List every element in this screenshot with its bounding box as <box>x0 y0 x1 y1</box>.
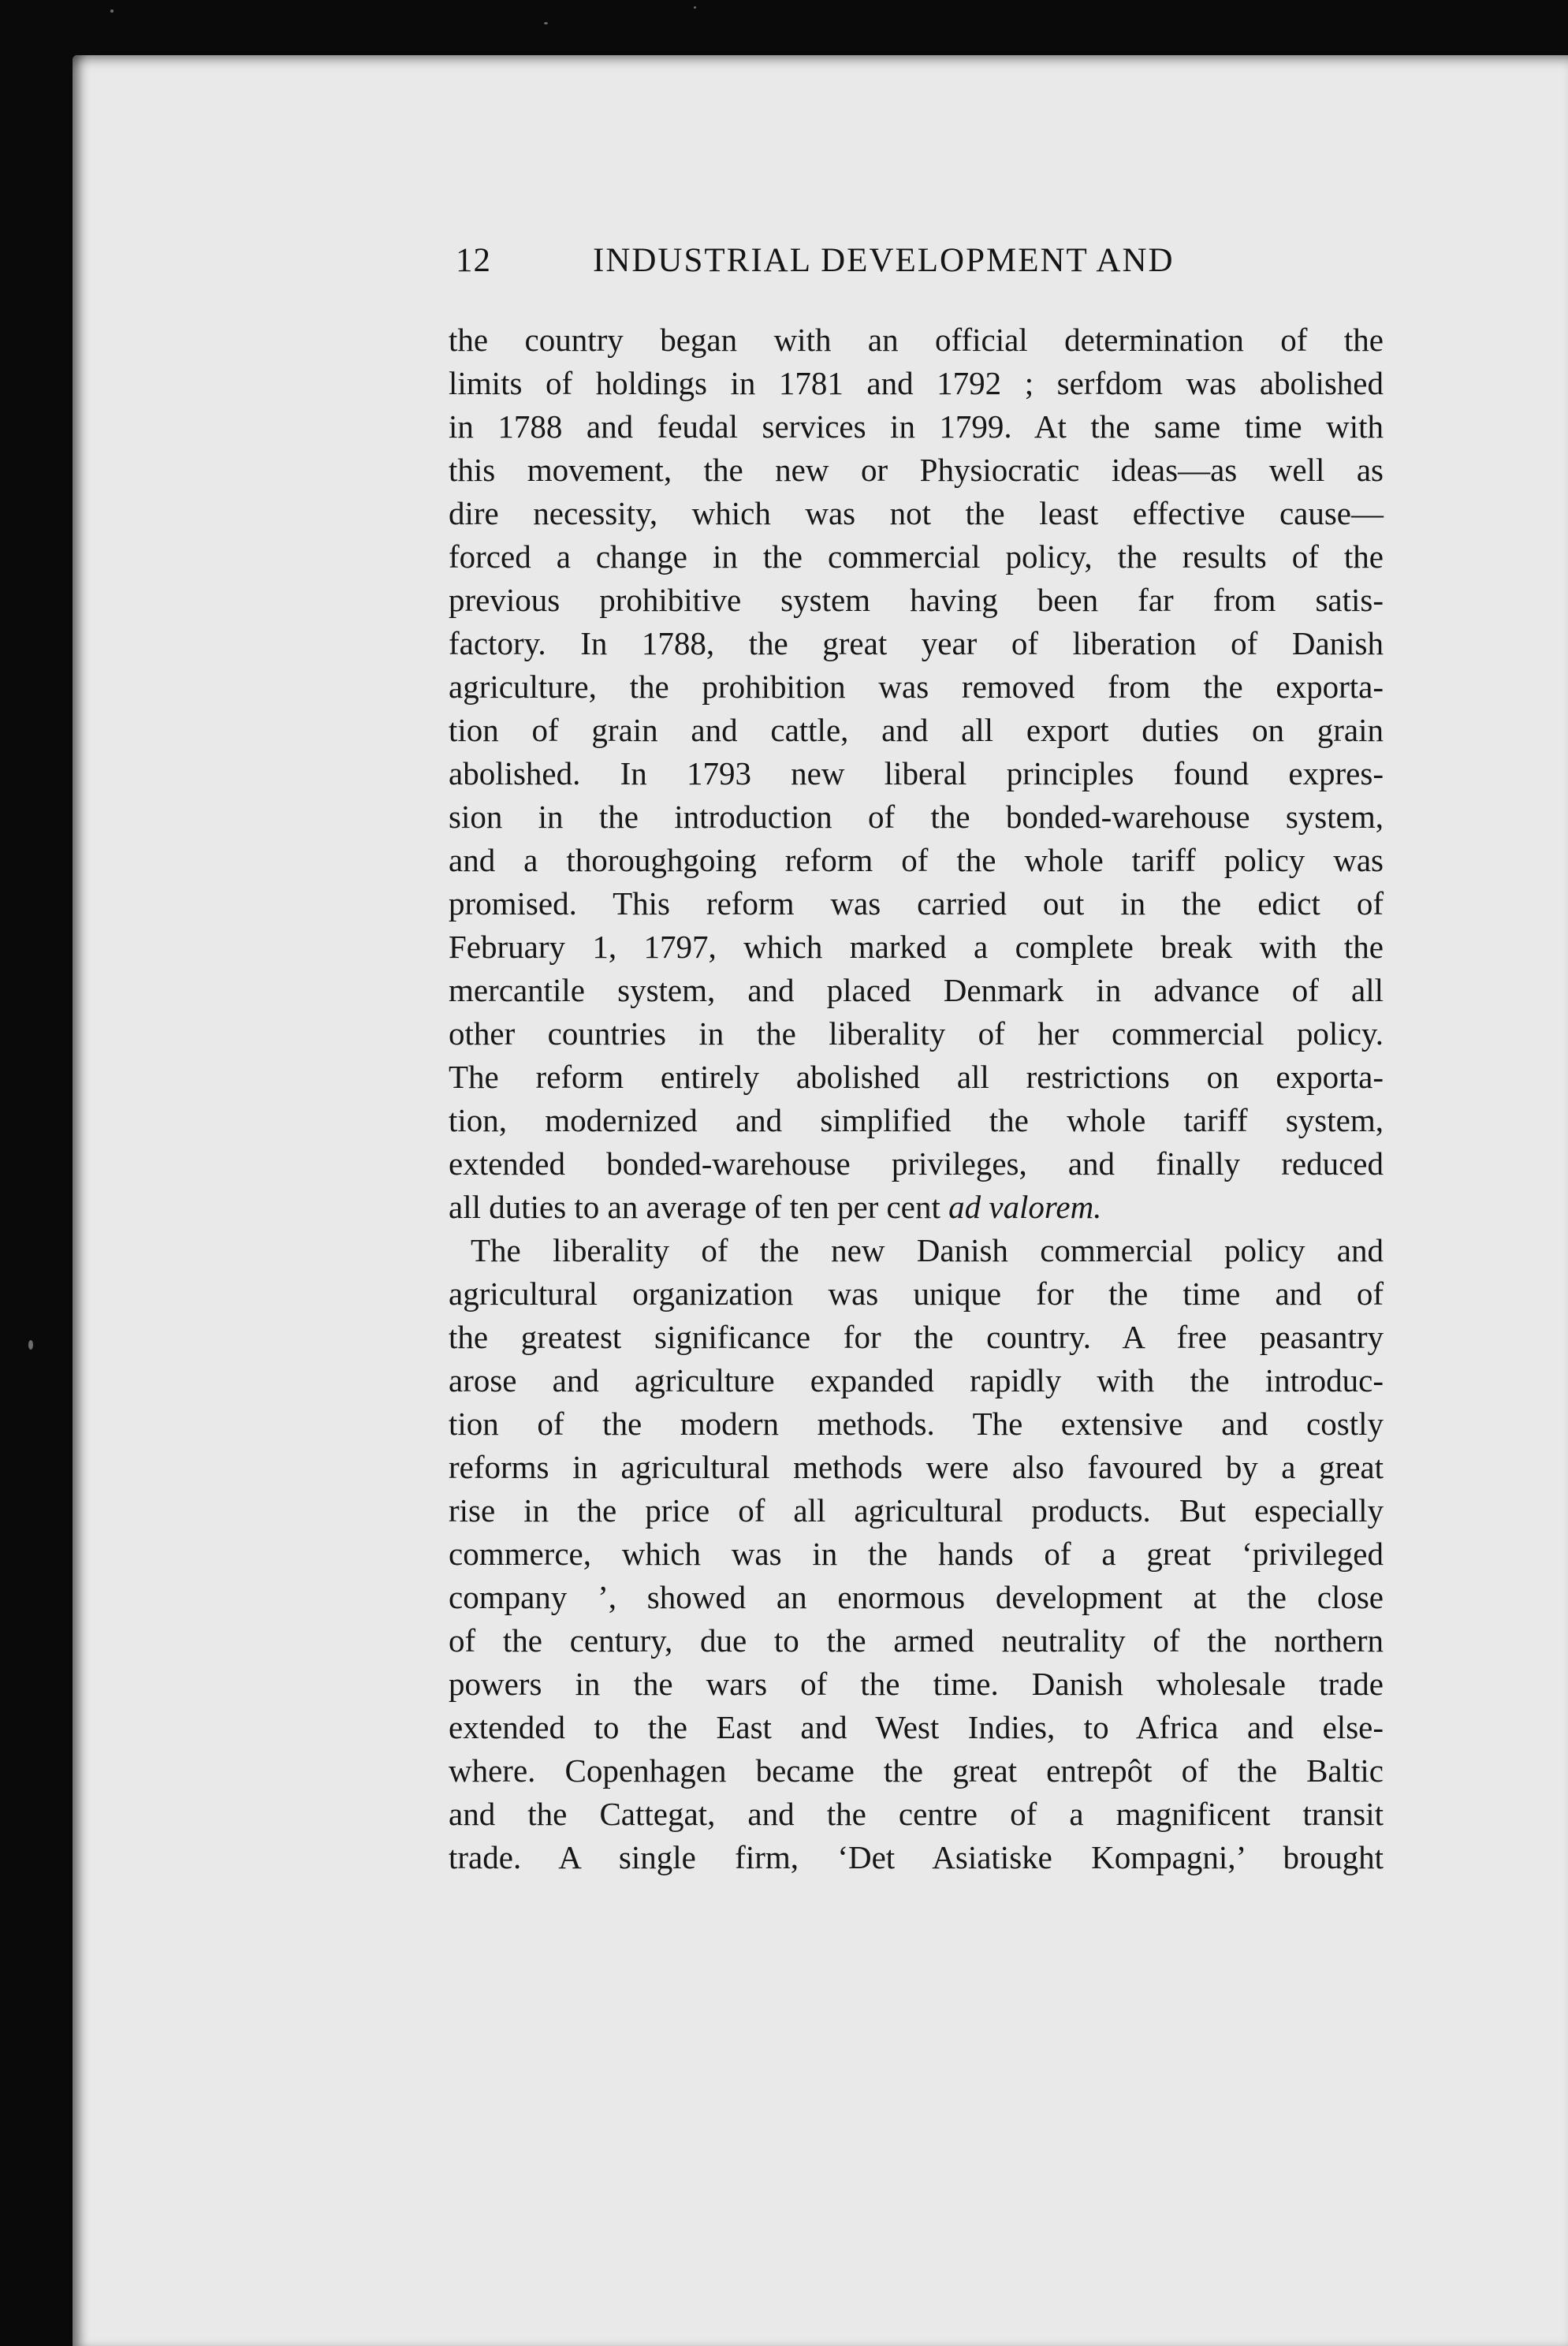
text-line: The reform entirely abolished all restrictions on exporta- <box>449 1059 1384 1095</box>
page-number: 12 <box>456 242 491 279</box>
running-head <box>456 241 1384 289</box>
scan-speck <box>28 1340 33 1350</box>
scan-speck <box>694 6 696 9</box>
text-line: extended bonded-warehouse privileges, and finally reduced <box>449 1145 1384 1182</box>
text-line: The liberality of the new Danish commercial policy and <box>471 1232 1384 1268</box>
scan-speck <box>110 9 114 13</box>
text-line: powers in the wars of the time. Danish wholesale trade <box>449 1666 1384 1702</box>
text-line: and the Cattegat, and the centre of a magnificent transit <box>449 1796 1384 1832</box>
text-line: rise in the price of all agricultural products. But especially <box>449 1492 1384 1529</box>
paragraph <box>449 1229 1384 1879</box>
text-line: promised. This reform was carried out in the edict of <box>449 885 1384 922</box>
text-line: trade. A single firm, ‘Det Asiatiske Kompagni,’ brought <box>449 1839 1384 1875</box>
text-line: tion of the modern methods. The extensive and costly <box>449 1406 1384 1442</box>
text-line: other countries in the liberality of her commercial policy. <box>449 1015 1384 1052</box>
running-title: INDUSTRIAL DEVELOPMENT AND <box>593 242 1175 279</box>
text-line: forced a change in the commercial policy, the results of the <box>449 538 1384 575</box>
text-line: company ’, showed an enormous development at the close <box>449 1579 1384 1615</box>
text-line: arose and agriculture expanded rapidly with the introduc- <box>449 1362 1384 1398</box>
scan-speck <box>544 22 548 24</box>
text-line: of the century, due to the armed neutrality of the northern <box>449 1622 1384 1659</box>
text-line-final <box>449 1186 1384 1229</box>
text-line: dire necessity, which was not the least effective cause— <box>449 495 1384 531</box>
text-line: the country began with an official determination of the <box>449 322 1384 358</box>
text-line: the greatest significance for the country. A free peasantry <box>449 1319 1384 1355</box>
text-line: and a thoroughgoing reform of the whole tariff policy was <box>449 842 1384 878</box>
text-line: February 1, 1797, which marked a complete break with the <box>449 929 1384 965</box>
text-line: factory. In 1788, the great year of liberation of Danish <box>449 625 1384 661</box>
text-line: where. Copenhagen became the great entrepôt of the Baltic <box>449 1752 1384 1789</box>
text-line: tion of grain and cattle, and all export duties on grain <box>449 712 1384 748</box>
body-text <box>449 318 1384 1879</box>
text-line: reforms in agricultural methods were also favoured by a great <box>449 1449 1384 1485</box>
text-line: extended to the East and West Indies, to Africa and else- <box>449 1709 1384 1745</box>
text-line: commerce, which was in the hands of a great ‘privileged <box>449 1536 1384 1572</box>
text-line: tion, modernized and simplified the whole tariff system, <box>449 1102 1384 1138</box>
paragraph <box>449 318 1384 1229</box>
italic-phrase: ad valorem. <box>948 1189 1102 1225</box>
text-line: agricultural organization was unique for the time and of <box>449 1275 1384 1312</box>
text-line: this movement, the new or Physiocratic ideas—as well as <box>449 452 1384 488</box>
text-line: in 1788 and feudal services in 1799. At the same time with <box>449 408 1384 445</box>
text-line: agriculture, the prohibition was removed from the exporta- <box>449 668 1384 705</box>
text-line: previous prohibitive system having been far from satis- <box>449 582 1384 618</box>
text-line: limits of holdings in 1781 and 1792 ; serfdom was abolished <box>449 365 1384 401</box>
text-line: sion in the introduction of the bonded-warehouse system, <box>449 799 1384 835</box>
final-line-text: all duties to an average of ten per cent <box>449 1189 949 1225</box>
text-line: abolished. In 1793 new liberal principles found expres- <box>449 755 1384 791</box>
text-line: mercantile system, and placed Denmark in advance of all <box>449 972 1384 1008</box>
